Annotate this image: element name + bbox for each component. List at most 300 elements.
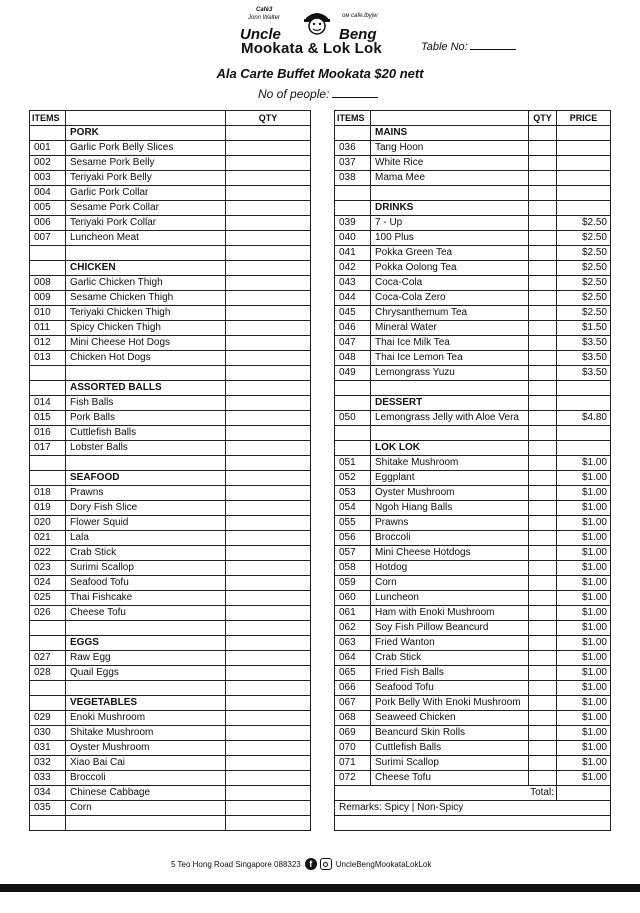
table-row (30, 456, 311, 471)
item-number: 047 (335, 336, 371, 351)
table-row (30, 231, 311, 246)
price-cell: $1.50 (557, 321, 611, 336)
item-number: 018 (30, 486, 66, 501)
price-cell: $2.50 (557, 261, 611, 276)
price-cell: $1.00 (557, 546, 611, 561)
table-row (335, 306, 611, 321)
qty-cell[interactable] (226, 141, 311, 156)
qty-cell[interactable] (226, 591, 311, 606)
table-row (30, 651, 311, 666)
table-row (30, 216, 311, 231)
items-header: ITEMS (335, 111, 371, 126)
qty-cell[interactable] (226, 816, 311, 831)
item-number: 024 (30, 576, 66, 591)
item-name: Surimi Scallop (371, 756, 529, 771)
item-name: Pokka Oolong Tea (371, 261, 529, 276)
qty-cell[interactable] (529, 441, 557, 456)
item-number (30, 366, 66, 381)
price-cell: $2.50 (557, 231, 611, 246)
item-number: 001 (30, 141, 66, 156)
table-row (30, 201, 311, 216)
price-cell: $1.00 (557, 486, 611, 501)
qty-cell[interactable] (529, 726, 557, 741)
item-number: 014 (30, 396, 66, 411)
price-cell: $1.00 (557, 576, 611, 591)
price-cell (557, 156, 611, 171)
qty-cell[interactable] (226, 231, 311, 246)
section-title: PORK (66, 126, 226, 141)
qty-cell[interactable] (529, 291, 557, 306)
item-name: Flower Squid (66, 516, 226, 531)
item-name: Garlic Pork Belly Slices (66, 141, 226, 156)
item-number: 038 (335, 171, 371, 186)
item-name: Lemongrass Jelly with Aloe Vera (371, 411, 529, 426)
qty-cell[interactable] (226, 306, 311, 321)
item-number (335, 381, 371, 396)
section-header-row (30, 126, 311, 141)
table-row (335, 291, 611, 306)
item-number: 012 (30, 336, 66, 351)
section-header-row (30, 696, 311, 711)
qty-cell[interactable] (226, 291, 311, 306)
qty-cell[interactable] (529, 381, 557, 396)
qty-cell[interactable] (529, 516, 557, 531)
table-row (335, 156, 611, 171)
item-number (30, 381, 66, 396)
item-name: Garlic Chicken Thigh (66, 276, 226, 291)
qty-header: QTY (226, 111, 311, 126)
item-name: Oyster Mushroom (66, 741, 226, 756)
qty-cell[interactable] (529, 666, 557, 681)
item-number: 039 (335, 216, 371, 231)
qty-cell[interactable] (529, 561, 557, 576)
logo-beng: Beng (339, 26, 377, 43)
qty-cell[interactable] (226, 546, 311, 561)
remarks-row (335, 801, 611, 816)
qty-cell[interactable] (226, 441, 311, 456)
qty-cell[interactable] (529, 201, 557, 216)
table-row (335, 591, 611, 606)
qty-cell[interactable] (529, 681, 557, 696)
table-row (335, 366, 611, 381)
price-cell (557, 186, 611, 201)
uncle-face-icon (302, 8, 332, 36)
qty-cell[interactable] (529, 141, 557, 156)
name-header (371, 111, 529, 126)
table-row (335, 321, 611, 336)
item-name: Thai Fishcake (66, 591, 226, 606)
price-cell: $1.00 (557, 771, 611, 786)
qty-cell[interactable] (529, 276, 557, 291)
price-cell: $1.00 (557, 621, 611, 636)
item-number: 036 (335, 141, 371, 156)
table-row (335, 336, 611, 351)
qty-cell[interactable] (226, 396, 311, 411)
people-count-blank[interactable] (332, 87, 378, 98)
footer (171, 858, 431, 870)
item-name: Eggplant (371, 471, 529, 486)
item-name (66, 621, 226, 636)
item-number: 056 (335, 531, 371, 546)
qty-cell[interactable] (529, 321, 557, 336)
item-number: 020 (30, 516, 66, 531)
section-header-row (30, 261, 311, 276)
item-number: 004 (30, 186, 66, 201)
item-number: 052 (335, 471, 371, 486)
item-number: 040 (335, 231, 371, 246)
table-row (30, 756, 311, 771)
qty-cell[interactable] (226, 726, 311, 741)
qty-cell[interactable] (529, 366, 557, 381)
qty-cell[interactable] (529, 336, 557, 351)
item-name: Seaweed Chicken (371, 711, 529, 726)
item-name: Luncheon Meat (66, 231, 226, 246)
item-name: Seafood Tofu (371, 681, 529, 696)
price-cell (557, 201, 611, 216)
qty-cell[interactable] (529, 576, 557, 591)
section-title: SEAFOOD (66, 471, 226, 486)
item-name: Pork Balls (66, 411, 226, 426)
table-row (30, 786, 311, 801)
qty-cell[interactable] (226, 126, 311, 141)
price-cell (557, 396, 611, 411)
table-row (335, 756, 611, 771)
table-row (335, 381, 611, 396)
item-number (30, 456, 66, 471)
qty-cell[interactable] (226, 651, 311, 666)
item-name (371, 381, 529, 396)
qty-cell[interactable] (529, 426, 557, 441)
item-name: Prawns (371, 516, 529, 531)
qty-cell[interactable] (529, 156, 557, 171)
remarks-text[interactable]: Remarks: Spicy | Non-Spicy (335, 801, 611, 816)
item-number: 044 (335, 291, 371, 306)
qty-cell[interactable] (226, 531, 311, 546)
table-row (30, 666, 311, 681)
qty-cell[interactable] (529, 741, 557, 756)
qty-cell[interactable] (529, 216, 557, 231)
item-name: Thai Ice Lemon Tea (371, 351, 529, 366)
item-name: Oyster Mushroom (371, 486, 529, 501)
qty-cell[interactable] (529, 171, 557, 186)
price-header: PRICE (557, 111, 611, 126)
qty-cell[interactable] (529, 546, 557, 561)
price-cell: $2.50 (557, 306, 611, 321)
qty-cell[interactable] (226, 471, 311, 486)
price-cell: $1.00 (557, 456, 611, 471)
logo-handle: ᴏᴍ cafe.lbyjw (342, 13, 378, 19)
table-row (30, 726, 311, 741)
table-row (335, 546, 611, 561)
instagram-icon[interactable] (320, 858, 332, 870)
price-cell: $1.00 (557, 651, 611, 666)
total-row (335, 786, 611, 801)
price-cell: $1.00 (557, 531, 611, 546)
qty-cell[interactable] (226, 561, 311, 576)
table-row (335, 561, 611, 576)
table-row (335, 651, 611, 666)
item-number: 057 (335, 546, 371, 561)
section-title: DESSERT (371, 396, 529, 411)
item-number: 029 (30, 711, 66, 726)
table-row (30, 336, 311, 351)
table-row (30, 321, 311, 336)
table-row (335, 456, 611, 471)
item-number: 071 (335, 756, 371, 771)
qty-cell[interactable] (529, 591, 557, 606)
blank-cell (335, 816, 611, 831)
price-cell: $3.50 (557, 336, 611, 351)
footer-address: 5 Teo Hong Road Singapore 088323 (171, 859, 301, 869)
table-row (335, 276, 611, 291)
item-number: 060 (335, 591, 371, 606)
item-number (335, 426, 371, 441)
qty-cell[interactable] (226, 666, 311, 681)
price-cell: $1.00 (557, 561, 611, 576)
price-cell: $1.00 (557, 756, 611, 771)
qty-cell[interactable] (226, 246, 311, 261)
qty-cell[interactable] (529, 411, 557, 426)
item-number: 042 (335, 261, 371, 276)
item-number: 067 (335, 696, 371, 711)
table-row (30, 426, 311, 441)
qty-cell[interactable] (226, 696, 311, 711)
price-cell: $3.50 (557, 366, 611, 381)
table-row (335, 576, 611, 591)
left-header-row (30, 111, 311, 126)
table-number-label: Table No: (421, 41, 468, 53)
qty-cell[interactable] (226, 801, 311, 816)
qty-cell[interactable] (226, 486, 311, 501)
price-cell: $1.00 (557, 606, 611, 621)
qty-cell[interactable] (226, 621, 311, 636)
section-header-row (30, 636, 311, 651)
table-row (30, 186, 311, 201)
table-row (335, 246, 611, 261)
item-name: Mineral Water (371, 321, 529, 336)
price-cell (557, 441, 611, 456)
table-row (335, 696, 611, 711)
qty-cell[interactable] (226, 216, 311, 231)
table-row (30, 156, 311, 171)
qty-cell[interactable] (529, 651, 557, 666)
section-header-row (335, 396, 611, 411)
qty-cell[interactable] (529, 306, 557, 321)
table-row (30, 411, 311, 426)
qty-cell[interactable] (226, 771, 311, 786)
item-number: 068 (335, 711, 371, 726)
item-number: 027 (30, 651, 66, 666)
item-name: Mini Cheese Hotdogs (371, 546, 529, 561)
qty-cell[interactable] (529, 351, 557, 366)
price-cell: $2.50 (557, 246, 611, 261)
table-row (30, 486, 311, 501)
item-number: 035 (30, 801, 66, 816)
table-row (335, 471, 611, 486)
qty-cell[interactable] (529, 231, 557, 246)
table-row (335, 621, 611, 636)
name-header (66, 111, 226, 126)
qty-cell[interactable] (226, 516, 311, 531)
section-title: CHICKEN (66, 261, 226, 276)
table-row (335, 501, 611, 516)
item-name: Teriyaki Pork Collar (66, 216, 226, 231)
table-row (335, 186, 611, 201)
qty-cell[interactable] (226, 501, 311, 516)
item-number: 066 (335, 681, 371, 696)
table-row (335, 636, 611, 651)
section-header-row (30, 381, 311, 396)
qty-cell[interactable] (226, 336, 311, 351)
price-cell (557, 171, 611, 186)
total-value-cell[interactable] (557, 786, 611, 801)
qty-cell[interactable] (226, 366, 311, 381)
qty-cell[interactable] (226, 411, 311, 426)
section-title: EGGS (66, 636, 226, 651)
item-number: 021 (30, 531, 66, 546)
item-name: Soy Fish Pillow Beancurd (371, 621, 529, 636)
qty-cell[interactable] (529, 606, 557, 621)
item-name: Beancurd Skin Rolls (371, 726, 529, 741)
table-row (30, 591, 311, 606)
item-number (30, 636, 66, 651)
qty-cell[interactable] (226, 261, 311, 276)
table-number-field[interactable] (421, 40, 516, 53)
qty-cell[interactable] (529, 501, 557, 516)
qty-cell[interactable] (529, 756, 557, 771)
qty-cell[interactable] (226, 741, 311, 756)
item-name: Sesame Pork Collar (66, 201, 226, 216)
table-row (30, 351, 311, 366)
price-cell: $1.00 (557, 741, 611, 756)
qty-cell[interactable] (529, 471, 557, 486)
qty-cell[interactable] (529, 696, 557, 711)
qty-cell[interactable] (226, 276, 311, 291)
item-name: Chicken Hot Dogs (66, 351, 226, 366)
facebook-icon[interactable]: f (305, 858, 317, 870)
qty-cell[interactable] (529, 771, 557, 786)
qty-cell[interactable] (226, 576, 311, 591)
item-name: Shitake Mushroom (371, 456, 529, 471)
table-row (335, 741, 611, 756)
qty-cell[interactable] (226, 756, 311, 771)
table-row (335, 351, 611, 366)
table-row (30, 576, 311, 591)
qty-cell[interactable] (226, 606, 311, 621)
table-row (30, 306, 311, 321)
item-name: Garlic Pork Collar (66, 186, 226, 201)
items-header: ITEMS (30, 111, 66, 126)
table-row (30, 801, 311, 816)
qty-cell[interactable] (529, 261, 557, 276)
table-row (30, 246, 311, 261)
qty-cell[interactable] (529, 396, 557, 411)
item-number: 008 (30, 276, 66, 291)
qty-cell[interactable] (529, 531, 557, 546)
table-row (335, 681, 611, 696)
qty-cell[interactable] (226, 786, 311, 801)
item-number: 065 (335, 666, 371, 681)
table-row (30, 441, 311, 456)
item-number: 070 (335, 741, 371, 756)
item-name: Cuttlefish Balls (66, 426, 226, 441)
qty-cell[interactable] (226, 321, 311, 336)
item-number: 007 (30, 231, 66, 246)
qty-cell[interactable] (529, 186, 557, 201)
item-name (66, 366, 226, 381)
item-name: Fried Wanton (371, 636, 529, 651)
qty-cell[interactable] (226, 381, 311, 396)
qty-cell[interactable] (226, 351, 311, 366)
item-name: Ngoh Hiang Balls (371, 501, 529, 516)
qty-cell[interactable] (529, 636, 557, 651)
table-row (335, 171, 611, 186)
item-number: 033 (30, 771, 66, 786)
item-name: Teriyaki Chicken Thigh (66, 306, 226, 321)
price-cell: $2.50 (557, 216, 611, 231)
people-count-label: No of people: (258, 87, 330, 101)
item-number: 025 (30, 591, 66, 606)
table-row (335, 726, 611, 741)
qty-cell[interactable] (226, 426, 311, 441)
price-cell: $2.50 (557, 276, 611, 291)
table-row (30, 816, 311, 831)
item-number (335, 396, 371, 411)
qty-cell[interactable] (529, 621, 557, 636)
qty-cell[interactable] (226, 171, 311, 186)
item-number: 032 (30, 756, 66, 771)
table-row (335, 771, 611, 786)
qty-cell[interactable] (529, 456, 557, 471)
qty-cell[interactable] (226, 711, 311, 726)
qty-cell[interactable] (226, 186, 311, 201)
qty-cell[interactable] (226, 681, 311, 696)
qty-cell[interactable] (529, 246, 557, 261)
table-row (335, 141, 611, 156)
item-name: 7 - Up (371, 216, 529, 231)
table-number-blank[interactable] (470, 40, 516, 50)
left-menu-table (29, 110, 311, 831)
table-row (30, 366, 311, 381)
item-number: 013 (30, 351, 66, 366)
item-name: Crab Stick (66, 546, 226, 561)
item-number (30, 471, 66, 486)
item-number: 022 (30, 546, 66, 561)
item-name: 100 Plus (371, 231, 529, 246)
qty-cell[interactable] (529, 126, 557, 141)
item-name: Raw Egg (66, 651, 226, 666)
item-name: Chinese Cabbage (66, 786, 226, 801)
qty-cell[interactable] (226, 636, 311, 651)
item-number: 011 (30, 321, 66, 336)
item-name: Luncheon (371, 591, 529, 606)
qty-cell[interactable] (226, 201, 311, 216)
item-name: Fish Balls (66, 396, 226, 411)
people-count-field[interactable] (258, 87, 378, 101)
item-number (30, 816, 66, 831)
qty-cell[interactable] (529, 711, 557, 726)
price-cell: $1.00 (557, 696, 611, 711)
qty-cell[interactable] (226, 456, 311, 471)
price-cell: $1.00 (557, 516, 611, 531)
item-number: 072 (335, 771, 371, 786)
item-name (66, 246, 226, 261)
qty-cell[interactable] (226, 156, 311, 171)
item-number: 043 (335, 276, 371, 291)
price-cell: $1.00 (557, 471, 611, 486)
item-number: 048 (335, 351, 371, 366)
qty-cell[interactable] (529, 486, 557, 501)
